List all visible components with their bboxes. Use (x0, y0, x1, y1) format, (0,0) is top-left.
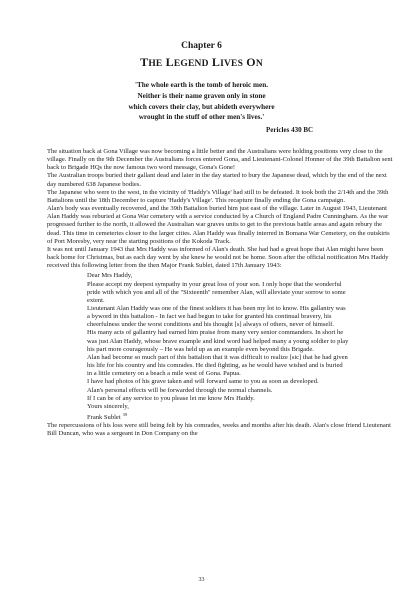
paragraph: The Japanese who were to the west, in the vicinity of 'Haddy's Village' had still to be defeated. It took both the 2/14th and the 39th Battalions until the 18th December to capture 'Haddy's Village'. This recapture finally ending the Gona campaign. (47, 188, 389, 204)
letter-signature (87, 411, 349, 422)
epigraph-line: wrought in the stuff of other men's lives.' (138, 113, 265, 122)
paragraph: The repercussions of his loss were still being felt by his comrades, weeks and months after his death. Alan's close friend Lieutenant Bill Duncan, who was a sergeant in Don Company on the (47, 422, 391, 438)
letter-line: I have had photos of his grave taken and will forward same to you as soon as developed. (87, 378, 319, 386)
letter-line: Alan had become so much part of this battalion that it was difficult to realize [sic] that he had given his life for his country and his comrades. He died fighting, as he would have wished and is buried in a little cemetery on a beach a mile west of Gona. Papua. (87, 353, 348, 378)
letter-line: Dear Mrs Haddy, (87, 272, 133, 280)
letter-line: Yours sincerely, (87, 402, 129, 410)
title-sc: HE (148, 59, 163, 69)
paragraph: Alan's body was eventually recovered, and the 39th Battalion buried him just east of the village. Later in August 1943, Lieutenant Alan Haddy was reburied at Gona War cemetery with a service conducted by a Church of England Padre Cunningham. As the war progressed further to the north, it allowed the Australian war graves units to get to the previous battle areas and again rebury the dead. This time in cemeteries closer to the larger cities. Alan Haddy was finally interred in Bomana War Cemetery, on the outskirts of Port Moresby, very near the starting positions of the Kokoda Track. (47, 205, 390, 245)
title-cap: L (211, 55, 221, 69)
epigraph-line: 'The whole earth is the tomb of heroic men. (134, 81, 269, 89)
title-cap: O (246, 55, 256, 69)
paragraph: The Australian troops buried their gallant dead and later in the day started to bury the Japanese dead, which by the end of the next day numbered 638 Japanese bodies. (47, 172, 387, 188)
chapter-number: Chapter 6 (181, 41, 222, 51)
letter-line: Lieutenant Alan Haddy was one of the finest soldiers it has been my lot to know. His gallantry was a byword in this battalion - In fact we had begun to take for granted his continual bravery, his cheerfulness under the worst conditions and his thought [s] always of others, never of himself. (87, 304, 346, 329)
page-number: 33 (198, 577, 205, 583)
quoted-letter (87, 272, 349, 422)
letter-line: Alan's personal effects will be forwarded through the normal channels. (87, 386, 273, 394)
letter-line: If I can be of any service to you please let me know Mrs Haddy. (87, 394, 255, 402)
letter-line: His many acts of gallantry had earned him praise from many very senior commanders. In short he was just Alan Haddy, whose brave example and kind word had helped many a young soldier to play his part more courageously – He was held up as an example even beyond this Brigade. (87, 329, 349, 353)
epigraph-line: which covers their clay, but abideth everywhere (128, 102, 275, 111)
title-cap: L (165, 55, 174, 69)
title-cap: T (140, 55, 149, 69)
epigraph-attribution: Pericles 430 BC (266, 126, 314, 134)
title-sc: IVES (220, 59, 244, 69)
letter-line: Please accept my deepest sympathy in your great loss of your son. I only hope that the wonderful pride with which you and all of the "Sixteenth" remember Alan, will alleviate your sorrow to some extent. (87, 280, 346, 304)
body-text (47, 148, 393, 439)
chapter-title (0, 55, 403, 70)
footnote-marker: 39 (122, 412, 128, 417)
signature-name: Frank Sublet (87, 414, 121, 422)
title-sc: EGEND (173, 59, 209, 69)
paragraph: The situation back at Gona Village was now becoming a little better and the Australians were holding positions very close to the village. Finally on the 9th December the Australians forces entered Gona, and Lieutenant-Colonel Honner of the 39th Battalion sent back to Brigade HQs the now famous two word message, Gona's Gone! (47, 148, 393, 172)
paragraph: It was not until January 1943 that Mrs Haddy was informed of Alan's death. She had had a great hope that Alan might have been back home for Christmas, but as each day went by she knew he would not be home. Soon after the official notification Mrs Haddy received this following letter from the then Major Frank Sublet, dated 17th January 1943: (47, 245, 389, 270)
epigraph (0, 80, 403, 123)
title-sc: N (255, 59, 263, 69)
epigraph-line: Neither is their name graven only in stone (137, 91, 266, 100)
